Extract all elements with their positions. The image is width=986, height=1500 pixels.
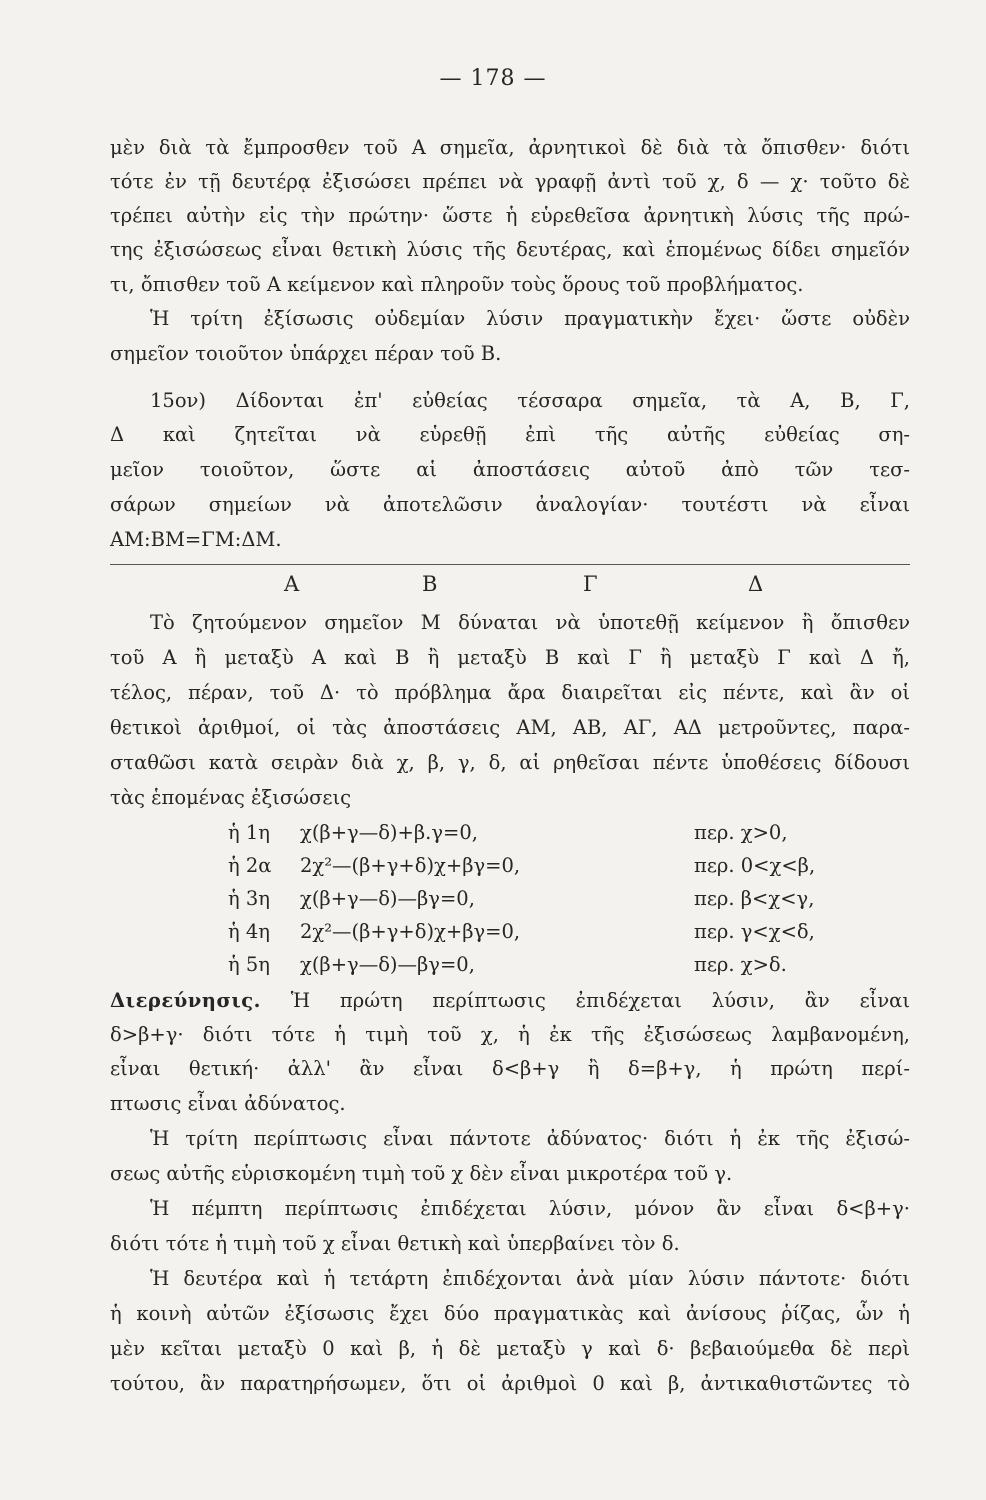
text-line: ΑΜ:ΒΜ=ΓΜ:ΔΜ. bbox=[110, 528, 282, 551]
text-line: ἡ κοινὴ αὐτῶν ἐξίσωσις ἔχει δύο πραγματικὰς καὶ ἀνίσους ῥίζας, ὧν ἡ bbox=[110, 1302, 910, 1325]
equation-condition: περ. γ<χ<δ, bbox=[694, 920, 815, 943]
text-line: τὰς ἑπομένας ἐξισώσεις bbox=[110, 786, 352, 809]
text-line: θετικοὶ ἀριθμοί, οἱ τὰς ἀποστάσεις ΑΜ, ΑΒ, ΑΓ, ΑΔ μετροῦντες, παρα- bbox=[110, 716, 910, 739]
equation-condition: περ. 0<χ<β, bbox=[694, 854, 816, 877]
text-line: μὲν διὰ τὰ ἔμπροσθεν τοῦ Α σημεῖα, ἀρνητικοὶ δὲ διὰ τὰ ὄπισθεν· διότι bbox=[110, 136, 910, 159]
text-line: Δ καὶ ζητεῖται νὰ εὑρεθῇ ἐπὶ τῆς αὐτῆς εὐθείας ση- bbox=[110, 423, 910, 446]
points-line bbox=[110, 564, 910, 565]
text-line: πτωσις εἶναι ἀδύνατος. bbox=[110, 1092, 346, 1115]
text-line: της ἐξισώσεως εἶναι θετικὴ λύσις τῆς δευτέρας, καὶ ἑπομένως δίδει σημεῖόν bbox=[110, 238, 910, 261]
equation-condition: περ. β<χ<γ, bbox=[694, 887, 815, 910]
text-line: Τὸ ζητούμενον σημεῖον Μ δύναται νὰ ὑποτεθῇ κείμενον ἢ ὄπισθεν bbox=[150, 611, 910, 634]
text-line: σάρων σημείων νὰ ἀποτελῶσιν ἀναλογίαν· τουτέστι νὰ εἶναι bbox=[110, 493, 910, 516]
equation: χ(β+γ—δ)—βγ=0, bbox=[300, 887, 475, 910]
point-label: Γ bbox=[583, 572, 598, 596]
equation: χ(β+γ—δ)+β.γ=0, bbox=[300, 821, 478, 844]
text-line: Ἡ πέμπτη περίπτωσις ἐπιδέχεται λύσιν, μόνον ἂν εἶναι δ<β+γ· bbox=[150, 1197, 910, 1220]
discussion-text: Ἡ πρώτη περίπτωσις ἐπιδέχεται λύσιν, ἂν εἶναι bbox=[260, 989, 910, 1012]
page-number: — 178 — bbox=[439, 66, 547, 91]
point-label: Α bbox=[284, 572, 300, 596]
text-line: μεῖον τοιοῦτον, ὥστε αἱ ἀποστάσεις αὐτοῦ ἀπὸ τῶν τεσ- bbox=[110, 458, 910, 481]
text-line: 15ον) Δίδονται ἐπ' εὐθείας τέσσαρα σημεῖα, τὰ Α, Β, Γ, bbox=[150, 389, 910, 412]
equation-number: ἡ 5η bbox=[228, 953, 270, 976]
equation-number: ἡ 4η bbox=[228, 920, 270, 943]
equation-number: ἡ 2α bbox=[228, 854, 272, 877]
text-line: εἶναι θετική· ἀλλ' ἂν εἶναι δ<β+γ ἢ δ=β+γ, ἡ πρώτη περί- bbox=[110, 1057, 910, 1080]
equation: χ(β+γ—δ)—βγ=0, bbox=[300, 953, 475, 976]
equation: 2χ²—(β+γ+δ)χ+βγ=0, bbox=[300, 920, 521, 943]
equation-condition: περ. χ>0, bbox=[694, 821, 788, 844]
text-line: τούτου, ἂν παρατηρήσωμεν, ὅτι οἱ ἀριθμοὶ 0 καὶ β, ἀντικαθιστῶντες τὸ bbox=[110, 1372, 910, 1395]
text-line: μὲν κεῖται μεταξὺ 0 καὶ β, ἡ δὲ μεταξὺ γ καὶ δ· βεβαιούμεθα δὲ περὶ bbox=[110, 1337, 910, 1360]
discussion-heading: Διερεύνησις. bbox=[110, 989, 261, 1012]
equation-condition: περ. χ>δ. bbox=[694, 953, 787, 976]
text-line: Ἡ τρίτη ἐξίσωσις οὐδεμίαν λύσιν πραγματικὴν ἔχει· ὥστε οὐδὲν bbox=[150, 307, 910, 330]
text-line: Ἡ τρίτη περίπτωσις εἶναι πάντοτε ἀδύνατος· διότι ἡ ἐκ τῆς ἐξισώ- bbox=[150, 1127, 910, 1150]
text-line: τοῦ Α ἢ μεταξὺ Α καὶ Β ἢ μεταξὺ Β καὶ Γ ἢ μεταξὺ Γ καὶ Δ ἤ, bbox=[110, 646, 910, 669]
text-line: τέλος, πέραν, τοῦ Δ· τὸ πρόβλημα ἄρα διαιρεῖται εἰς πέντε, καὶ ἂν οἱ bbox=[110, 681, 910, 704]
text-line: σεως αὐτῆς εὑρισκομένη τιμὴ τοῦ χ δὲν εἶναι μικροτέρα τοῦ γ. bbox=[110, 1162, 733, 1185]
text-line bbox=[110, 986, 910, 1016]
equation: 2χ²—(β+γ+δ)χ+βγ=0, bbox=[300, 854, 521, 877]
text-line: δ>β+γ· διότι τότε ἡ τιμὴ τοῦ χ, ἡ ἐκ τῆς ἐξισώσεως λαμβανομένη, bbox=[110, 1023, 910, 1046]
text-line: σταθῶσι κατὰ σειρὰν διὰ χ, β, γ, δ, αἱ ρηθεῖσαι πέντε ὑποθέσεις δίδουσι bbox=[110, 751, 910, 774]
text-line: σημεῖον τοιοῦτον ὑπάρχει πέραν τοῦ Β. bbox=[110, 342, 502, 365]
text-line: τι, ὄπισθεν τοῦ Α κείμενον καὶ πληροῦν τοὺς ὅρους τοῦ προβλήματος. bbox=[110, 273, 804, 296]
point-label: Δ bbox=[748, 572, 764, 596]
text-line: διότι τότε ἡ τιμὴ τοῦ χ εἶναι θετικὴ καὶ ὑπερβαίνει τὸν δ. bbox=[110, 1232, 680, 1255]
point-label: Β bbox=[422, 572, 438, 596]
text-line: τρέπει αὐτὴν εἰς τὴν πρώτην· ὥστε ἡ εὑρεθεῖσα ἀρνητικὴ λύσις τῆς πρώ- bbox=[110, 204, 910, 227]
equation-number: ἡ 3η bbox=[228, 887, 270, 910]
equation-number: ἡ 1η bbox=[228, 821, 270, 844]
text-line: Ἡ δευτέρα καὶ ἡ τετάρτη ἐπιδέχονται ἀνὰ μίαν λύσιν πάντοτε· διότι bbox=[150, 1267, 910, 1290]
text-line: τότε ἐν τῇ δευτέρᾳ ἐξισώσει πρέπει νὰ γραφῇ ἀντὶ τοῦ χ, δ — χ· τοῦτο δὲ bbox=[110, 170, 910, 193]
